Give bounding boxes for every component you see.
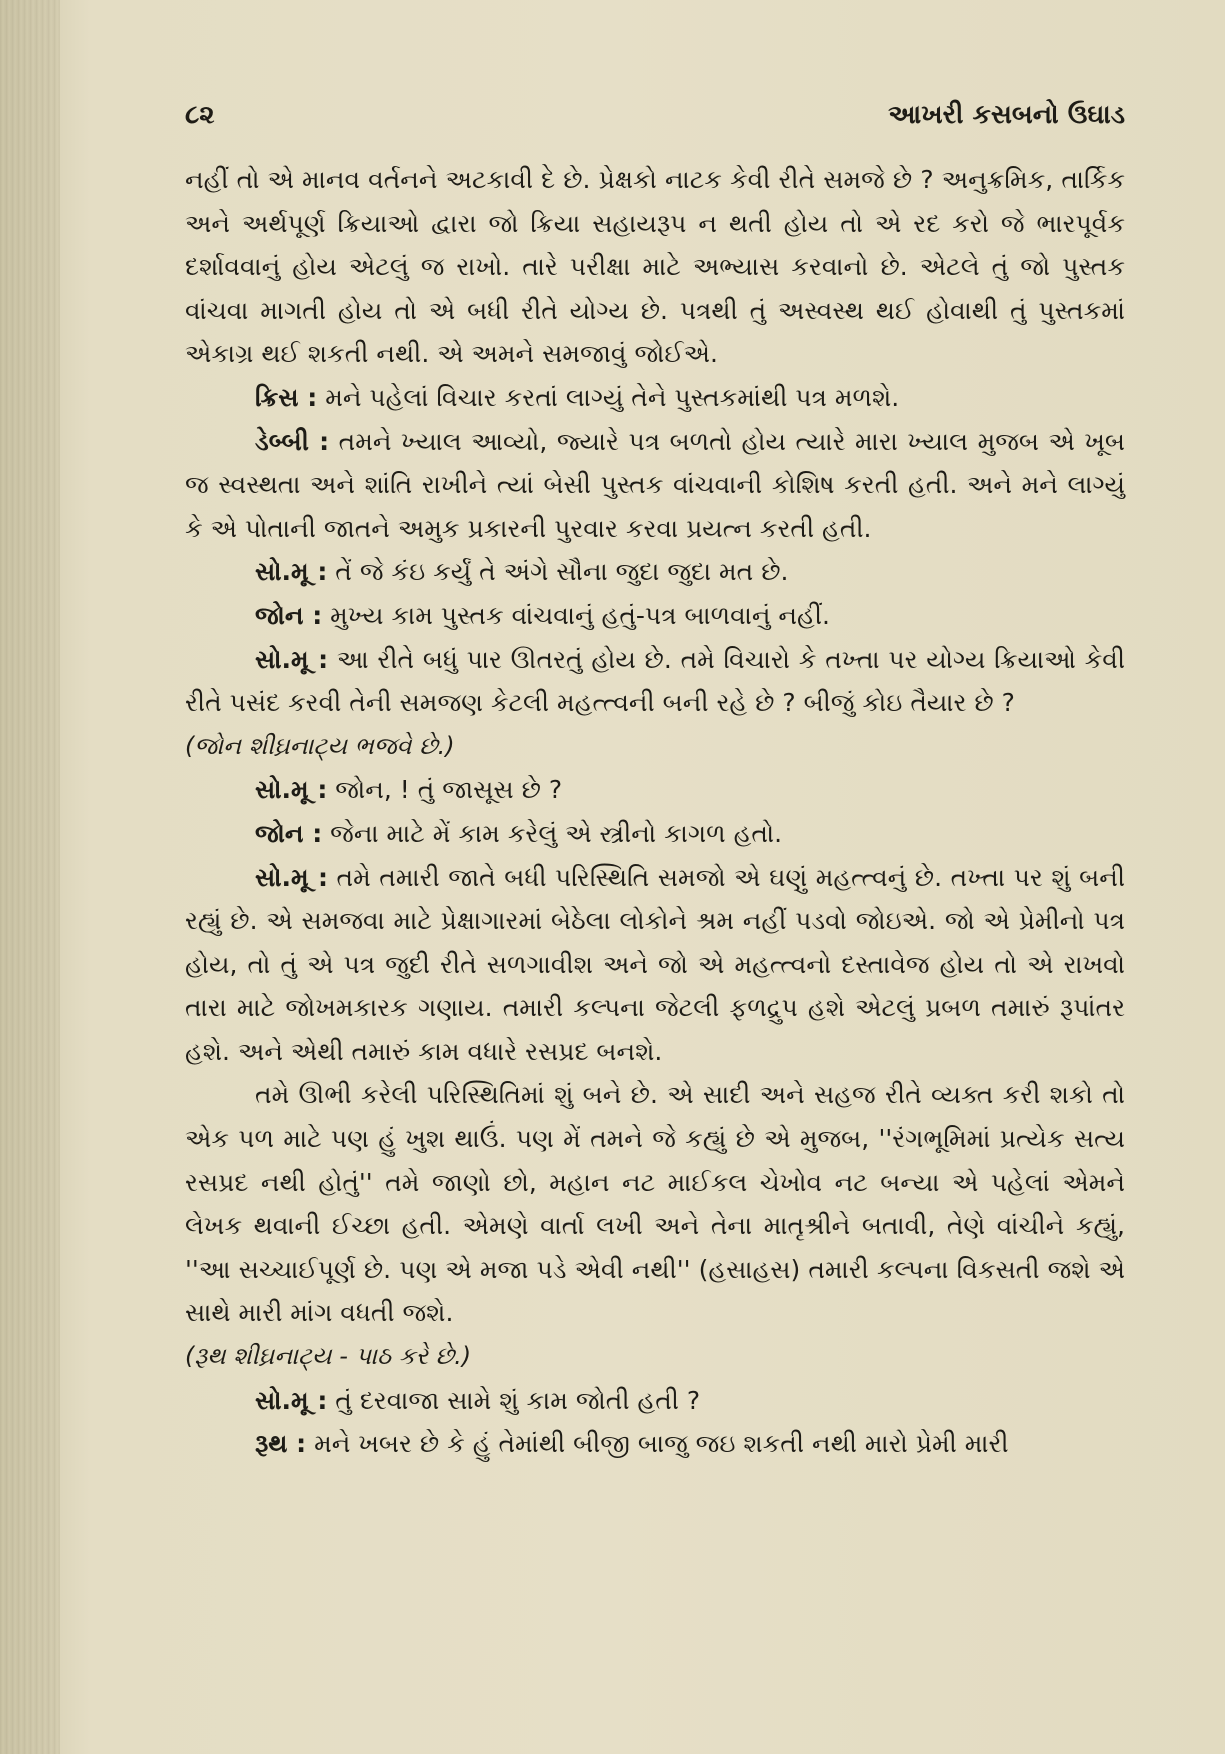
dialogue-text: તમે તમારી જાતે બધી પરિસ્થિતિ સમજો એ ઘણું મહત્ત્વનું છે. તખ્તા પર શું બની રહ્યું છે. એ સમજવા માટે પ્રેક્ષાગારમાં બેઠેલા લોકોને શ્રમ નહીં પડવો જોઇએ. જો એ પ્રેમીનો પત્ર હોય, તો તું એ પત્ર જુદી રીતે સળગાવીશ અને જો એ મહત્ત્વનો દસ્તાવેજ હોય તો એ રાખવો તારા માટે જોખમકારક ગણાય. તમારી કલ્પના જેટલી ફળદ્રુપ હશે એટલું પ્રબળ તમારું રૂપાંતર હશે. અને એથી તમારું કામ વધારે રસપ્રદ બનશે. — [185, 862, 1125, 1066]
dialogue-text: મુખ્ય કામ પુસ્તક વાંચવાનું હતું-પત્ર બાળવાનું નહીં. — [322, 600, 830, 630]
dialogue-text: તું દરવાજા સામે શું કામ જોતી હતી ? — [327, 1385, 701, 1415]
page-header — [185, 100, 1125, 140]
dialogue-line — [185, 420, 1125, 551]
dialogue-line — [185, 1422, 1125, 1466]
dialogue-text: જેના માટે મેં કામ કરેલું એ સ્ત્રીનો કાગળ હતો. — [322, 818, 783, 848]
body-text — [185, 158, 1125, 1466]
speaker-name: જોન : — [255, 818, 323, 848]
speaker-name: ડેબ્બી : — [255, 426, 330, 456]
speaker-name: સો.મૂ : — [255, 644, 329, 674]
dialogue-line — [185, 1379, 1125, 1423]
dialogue-line — [185, 856, 1125, 1074]
speaker-name: ક્રિસ : — [255, 382, 318, 412]
dialogue-text: જોન, ! તું જાસૂસ છે ? — [327, 775, 563, 805]
dialogue-line — [185, 376, 1125, 420]
dialogue-text: મને ખબર છે કે હું તેમાંથી બીજી બાજુ જઇ શકતી નથી મારો પ્રેમી મારી — [306, 1429, 1009, 1459]
paragraph: તમે ઊભી કરેલી પરિસ્થિતિમાં શું બને છે. એ સાદી અને સહજ રીતે વ્યક્ત કરી શકો તો એક પળ માટે પણ હું ખુશ થાઉં. પણ મેં તમને જે કહ્યું છે એ મુજબ, ''રંગભૂમિમાં પ્રત્યેક સત્ય રસપ્રદ નથી હોતું'' તમે જાણો છો, મહાન નટ માઈકલ ચેખોવ નટ બન્યા એ પહેલાં એમને લેખક થવાની ઈચ્છા હતી. એમણે વાર્તા લખી અને તેના માતૃશ્રીને બતાવી, તેણે વાંચીને કહ્યું, ''આ સચ્ચાઈપૂર્ણ છે. પણ એ મજા પડે એવી નથી'' (હસાહસ) તમારી કલ્પના વિકસતી જશે એ સાથે મારી માંગ વધતી જશે. — [185, 1080, 1125, 1328]
dialogue-text: તમને ખ્યાલ આવ્યો, જ્યારે પત્ર બળતો હોય ત્યારે મારા ખ્યાલ મુજબ એ ખૂબ જ સ્વસ્થતા અને શાંતિ રાખીને ત્યાં બેસી પુસ્તક વાંચવાની કોશિષ કરતી હતી. અને મને લાગ્યું કે એ પોતાની જાતને અમુક પ્રકારની પુરવાર કરવા પ્રયત્ન કરતી હતી. — [185, 426, 1125, 543]
paragraph: નહીં તો એ માનવ વર્તનને અટકાવી દે છે. પ્રેક્ષકો નાટક કેવી રીતે સમજે છે ? અનુક્રમિક, તાર્કિક અને અર્થપૂર્ણ ક્રિયાઓ દ્વારા જો ક્રિયા સહાયરૂપ ન થતી હોય તો એ રદ કરો જે ભારપૂર્વક દર્શાવવાનું હોય એટલું જ રાખો. તારે પરીક્ષા માટે અભ્યાસ કરવાનો છે. એટલે તું જો પુસ્તક વાંચવા માગતી હોય તો એ બધી રીતે યોગ્ય છે. પત્રથી તું અસ્વસ્થ થઈ હોવાથી તું પુસ્તકમાં એકાગ્ર થઈ શકતી નથી. એ અમને સમજાવું જોઈએ. — [185, 165, 1125, 369]
speaker-name: સો.મૂ : — [255, 557, 328, 587]
dialogue-line — [185, 768, 1125, 812]
page-edge-shadow — [0, 0, 60, 1754]
dialogue-text: મને પહેલાં વિચાર કરતાં લાગ્યું તેને પુસ્તકમાંથી પત્ર મળશે. — [317, 382, 900, 412]
page-number: ૮૨ — [185, 100, 215, 130]
dialogue-line — [185, 638, 1125, 725]
speaker-name: રૂથ : — [255, 1429, 307, 1459]
running-title: આખરી કસબનો ઉઘાડ — [888, 100, 1125, 130]
dialogue-line — [185, 812, 1125, 856]
dialogue-line — [185, 550, 1125, 594]
speaker-name: સો.મૂ : — [255, 862, 328, 892]
speaker-name: સો.મૂ : — [255, 1385, 328, 1415]
dialogue-text: તેં જે કંઇ કર્યું તે અંગે સૌના જુદા જુદા મત છે. — [327, 557, 789, 587]
dialogue-text: આ રીતે બધું પાર ઊતરતું હોય છે. તમે વિચારો કે તખ્તા પર યોગ્ય ક્રિયાઓ કેવી રીતે પસંદ કરવી તેની સમજણ કેટલી મહત્ત્વની બની રહે છે ? બીજું કોઇ તૈયાર છે ? — [185, 644, 1126, 718]
dialogue-line — [185, 594, 1125, 638]
stage-direction: (જોન શીઘ્રનાટ્ય ભજવે છે.) — [185, 731, 455, 760]
speaker-name: સો.મૂ : — [255, 775, 328, 805]
speaker-name: જોન : — [255, 600, 323, 630]
stage-direction: (રૂથ શીઘ્રનાટ્ય - પાઠ કરે છે.) — [185, 1342, 472, 1371]
